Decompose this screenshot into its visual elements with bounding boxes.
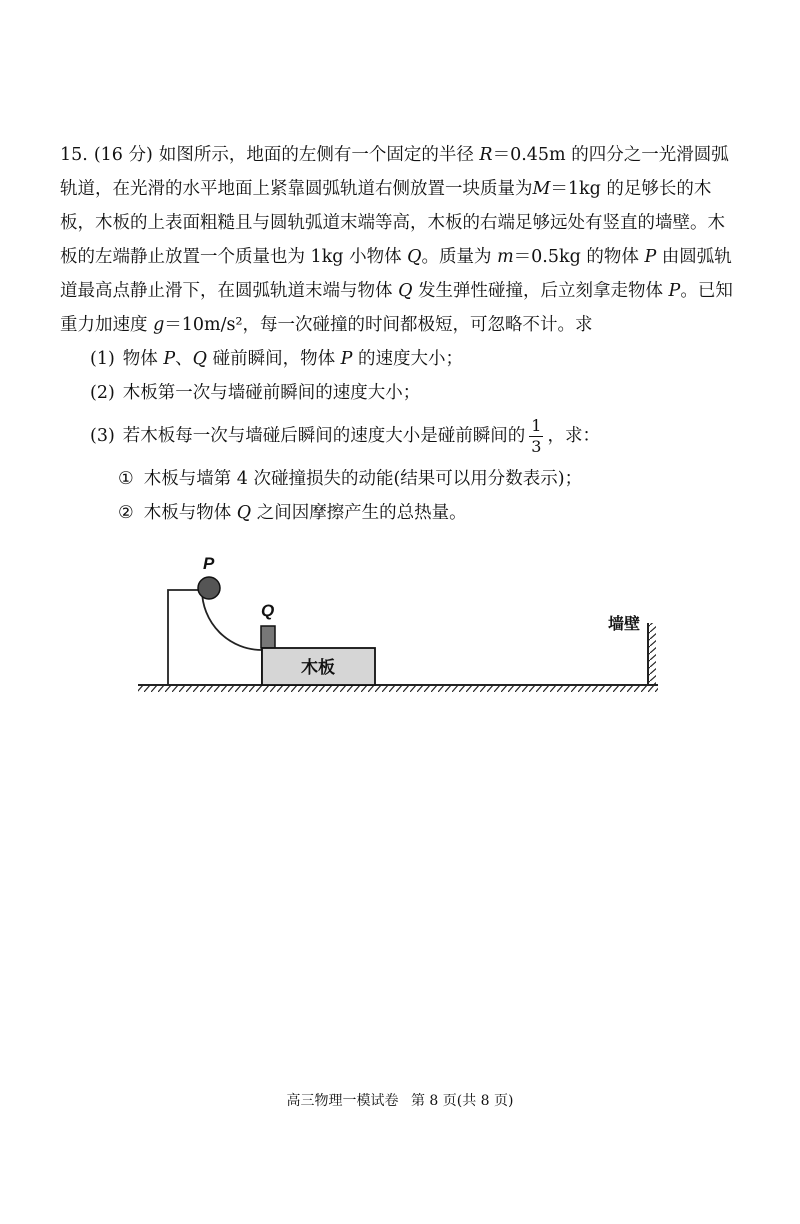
problem-stem (60, 138, 740, 342)
sub-sub-question-text (144, 503, 467, 523)
label-wall: 墙壁 (607, 614, 640, 633)
label-p: P (203, 554, 215, 573)
sub-question-list (90, 342, 740, 462)
stem-text: ＝10m/s²，每一次碰撞的时间都极短，可忽略不计。求 (164, 315, 593, 335)
stem-text: 。已知重力加速度 (60, 281, 733, 335)
text-run: 物体 (122, 349, 164, 369)
text-run: 、 (175, 349, 193, 369)
var-Q: Q (192, 349, 208, 369)
wall-hatching (648, 623, 656, 685)
var-P: P (644, 247, 657, 267)
var-P: P (163, 349, 176, 369)
sub-question-index: (3) (90, 426, 115, 446)
var-g: g (153, 315, 165, 335)
circled-number: ① (118, 469, 134, 489)
page-info: 第 8 页(共 8 页) (410, 1093, 514, 1109)
fraction-denominator: 3 (531, 436, 542, 456)
sub-question-text: ，求： (547, 426, 600, 446)
stem-text: ＝1kg 的足够长的木板，木板的上表面粗糙且与圆轨弧道末端等高，木板的右端足够远处有竖直的墙壁。木板的左端静止放置一个质量也为 1kg 小物体 (60, 179, 725, 267)
sub-question-text: 木板第一次与墙碰前瞬间的速度大小； (122, 383, 421, 403)
sub-question-index: (1) (90, 349, 115, 369)
block-q (261, 626, 275, 648)
stem-text: ＝0.5kg 的物体 (513, 247, 645, 267)
sub-question-text (123, 342, 463, 376)
stem-text: 如图所示，地面的左侧有一个固定的半径 (158, 145, 480, 165)
text-run: 碰前瞬间，物体 (207, 349, 341, 369)
page-footer (0, 1090, 800, 1110)
fraction-one-third (529, 416, 543, 457)
var-P: P (340, 349, 353, 369)
stem-text: 由圆弧轨道最高点静止滑下，在圆弧轨道末端与物体 (60, 247, 732, 301)
label-board: 木板 (301, 658, 335, 678)
var-P: P (668, 281, 681, 301)
stem-text: 。质量为 (421, 247, 498, 267)
label-q: Q (261, 601, 275, 620)
text-run: 木板与物体 (143, 503, 237, 523)
sub-question-2 (90, 376, 740, 410)
circled-number: ② (118, 503, 134, 523)
sub-sub-question-1 (118, 462, 740, 496)
arc-track (168, 590, 262, 685)
var-R: R (479, 145, 493, 165)
sub-sub-question-text: 木板与墙第 4 次碰撞损失的动能(结果可以用分数表示)； (143, 469, 583, 489)
text-run: 之间因摩擦产生的总热量。 (251, 503, 467, 523)
sub-question-3 (90, 410, 740, 462)
var-m: m (497, 247, 514, 267)
sub-question-1 (90, 342, 740, 376)
physics-diagram (130, 548, 670, 698)
var-Q: Q (407, 247, 422, 267)
sub-sub-question-2 (118, 496, 740, 530)
var-Q: Q (398, 281, 413, 301)
ball-p (198, 577, 220, 599)
exam-title: 高三物理一模试卷 (286, 1093, 399, 1109)
question-score: (16 分) (93, 145, 153, 165)
stem-text: 发生弹性碰撞，后立刻拿走物体 (412, 281, 669, 301)
sub-question-index: (2) (90, 383, 115, 403)
sub-sub-question-list (118, 462, 740, 530)
fraction-numerator: 1 (531, 415, 542, 435)
ground-hatching (138, 685, 658, 692)
stem-text: ＝0.45m 的四分之一光滑圆弧轨道，在光滑的水平地面上紧靠圆弧轨道右侧放置一块质量为 (60, 145, 729, 199)
text-run: 的速度大小； (352, 349, 463, 369)
var-Q: Q (236, 503, 252, 523)
var-M: M (532, 179, 551, 199)
problem-15 (60, 138, 740, 530)
sub-question-text: 若木板每一次与墙碰后瞬间的速度大小是碰前瞬间的 (122, 426, 526, 446)
question-number: 15. (60, 145, 88, 165)
diagram-svg (130, 548, 670, 698)
